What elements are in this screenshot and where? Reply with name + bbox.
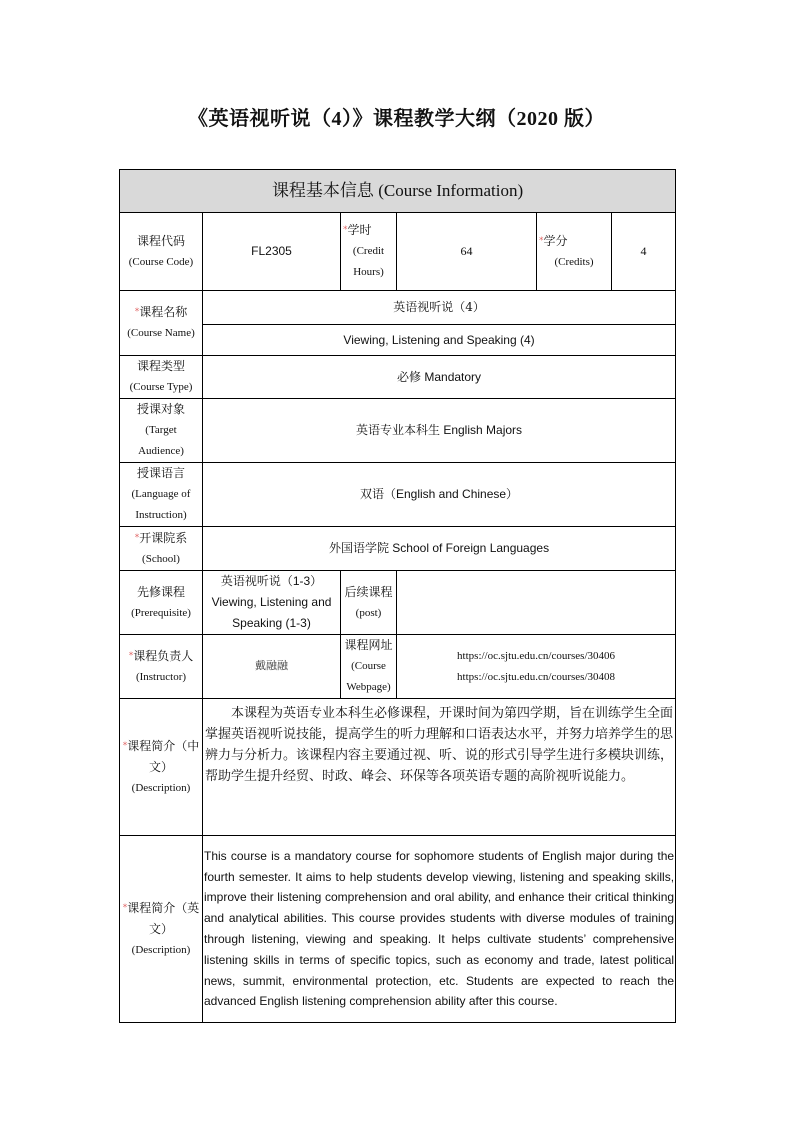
description-cn-label: *课程简介（中文） (Description) [120, 699, 203, 836]
webpage-label: 课程网址 (Course Webpage) [341, 635, 397, 699]
required-mark: * [122, 740, 128, 751]
post-value [397, 571, 676, 635]
required-mark: * [343, 225, 348, 235]
course-type-value: 必修 Mandatory [203, 356, 676, 399]
credits-label: *学分 (Credits) [537, 213, 612, 291]
credit-hours-label: *学时 (Credit Hours) [341, 213, 397, 291]
course-url-2[interactable]: https://oc.sjtu.edu.cn/courses/30408 [457, 670, 615, 683]
prerequisite-label: 先修课程 (Prerequisite) [120, 571, 203, 635]
course-code-label: 课程代码 (Course Code) [120, 213, 203, 291]
required-mark: * [128, 650, 134, 661]
required-mark: * [134, 532, 140, 543]
table-header [120, 170, 676, 213]
webpage-value [397, 635, 676, 699]
target-audience-label: 授课对象 (Target Audience) [120, 399, 203, 463]
course-name-cn: 英语视听说（4） [203, 291, 676, 325]
school-value: 外国语学院 School of Foreign Languages [203, 527, 676, 571]
credits-value: 4 [612, 213, 676, 291]
description-en-value: This course is a mandatory course for sophomore students of English major during the fourth semester. It aims to help students develop viewing, listening and speaking skills, improve their listening comprehension and oral ability, and enhance their critical thinking and analytical abilities. This course provides students with diverse modules of training through listening, viewing and speaking. It helps cultivate students’ comprehensive listening skills in terms of specific topics, such as economy and trade, latest political news, summit, environmental protection, etc. Students are expected to reach the advanced English listening comprehension ability after this course. [203, 836, 676, 1023]
required-mark: * [122, 902, 128, 913]
course-info-table [119, 169, 676, 1023]
required-mark: * [134, 307, 140, 317]
language-label: 授课语言 (Language of Instruction) [120, 463, 203, 527]
course-type-label: 课程类型 (Course Type) [120, 356, 203, 399]
document-title: 《英语视听说（4）》课程教学大纲（2020 版） [188, 108, 605, 130]
instructor-label: *课程负责人 (Instructor) [120, 635, 203, 699]
course-name-en: Viewing, Listening and Speaking (4) [203, 325, 676, 356]
course-code-value: FL2305 [203, 213, 341, 291]
course-name-label: *课程名称 (Course Name) [120, 291, 203, 356]
course-url-1[interactable]: https://oc.sjtu.edu.cn/courses/30406 [457, 649, 615, 662]
school-label: *开课院系 (School) [120, 527, 203, 571]
language-value: 双语（English and Chinese） [203, 463, 676, 527]
description-cn-value: 本课程为英语专业本科生必修课程，开课时间为第四学期，旨在训练学生全面掌握英语视听说技能，提高学生的听力理解和口语表达水平，并努力培养学生的思辨力与分析力。该课程内容主要通过视、听、说的形式引导学生进行多模块训练，帮助学生提升经贸、时政、峰会、环保等各项英语专题的高阶视听说能力。 [203, 699, 676, 836]
post-label: 后续课程 (post) [341, 571, 397, 635]
header-en: (Course Information) [378, 181, 524, 200]
required-mark: * [539, 235, 544, 246]
header-cn: 课程基本信息 [271, 181, 374, 201]
prerequisite-value: 英语视听说（1-3） Viewing, Listening and Speaking (1-3) [203, 571, 341, 635]
target-audience-value: 英语专业本科生 English Majors [203, 399, 676, 463]
instructor-value: 戴融融 [203, 635, 341, 699]
credit-hours-value: 64 [397, 213, 537, 291]
description-en-label: *课程简介（英文） (Description) [120, 836, 203, 1023]
